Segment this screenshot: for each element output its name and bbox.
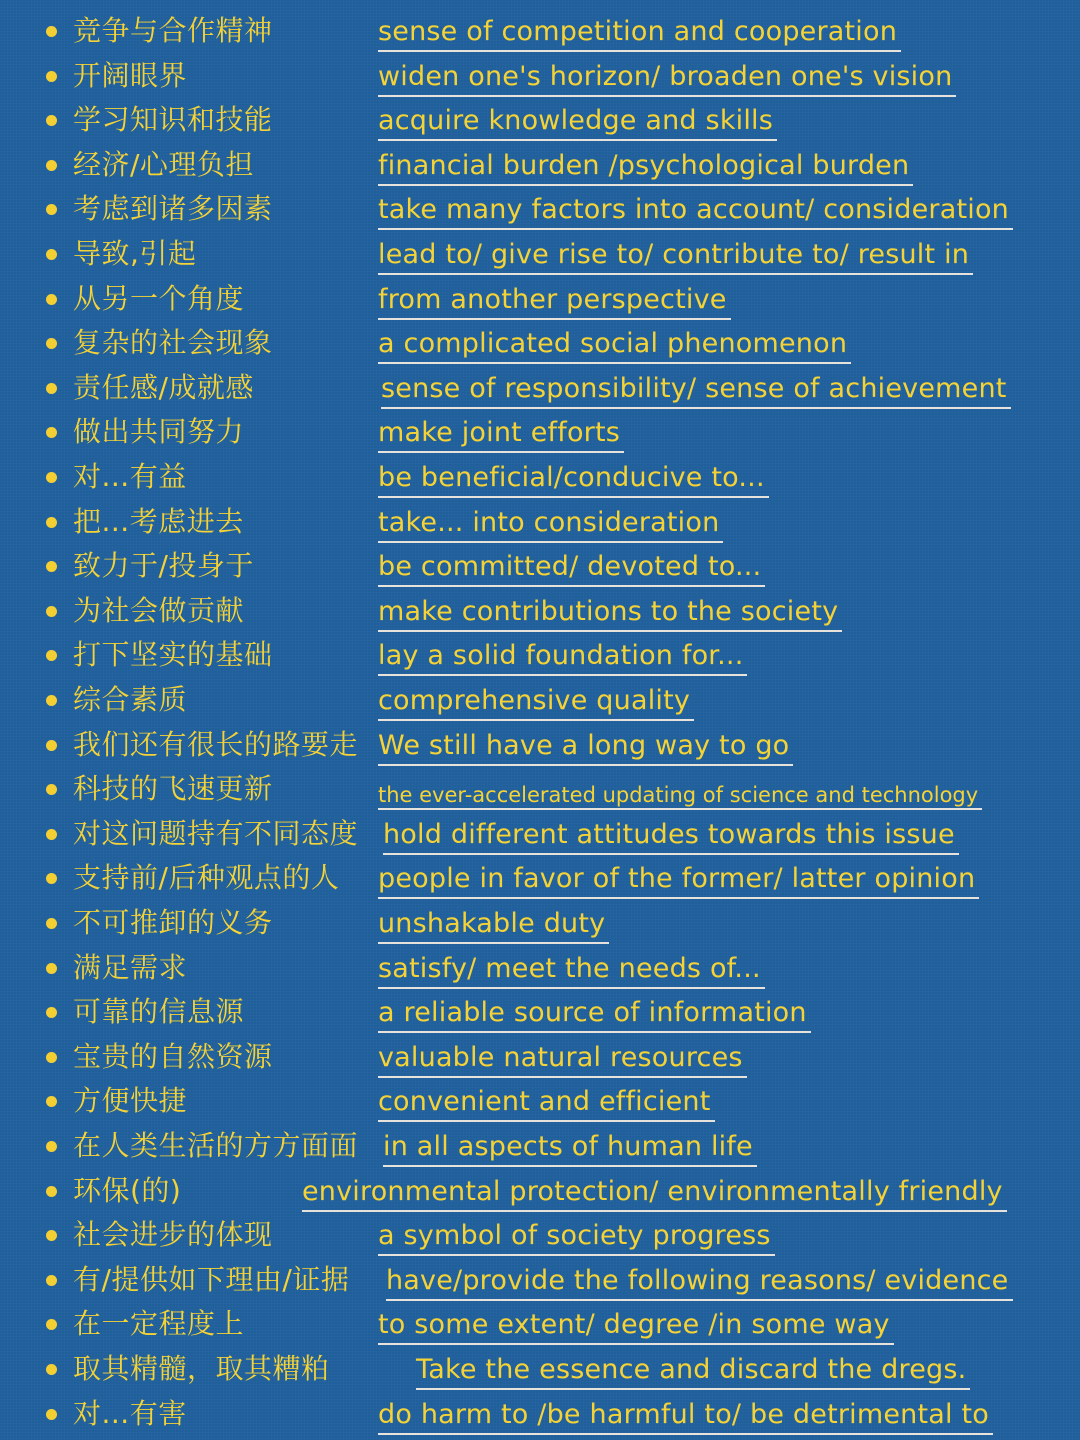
underline — [378, 139, 777, 141]
bullet-icon — [46, 1096, 57, 1107]
chinese-phrase: 导致,引起 — [73, 237, 197, 270]
underline — [378, 1254, 775, 1256]
underline — [378, 987, 765, 989]
underline — [378, 1433, 993, 1435]
underline — [381, 407, 1011, 409]
english-phrase: a reliable source of information — [378, 997, 807, 1029]
chinese-phrase: 做出共同努力 — [73, 415, 245, 449]
english-phrase: financial burden /psychological burden — [378, 149, 910, 181]
underline — [378, 674, 747, 676]
chinese-phrase: 方便快捷 — [73, 1084, 188, 1118]
bullet-icon — [46, 204, 57, 215]
bullet-icon — [46, 829, 57, 840]
english-phrase: comprehensive quality — [378, 685, 691, 716]
bullet-icon — [46, 1230, 57, 1241]
chinese-phrase: 对...有益 — [73, 460, 187, 493]
chinese-phrase: 开阔眼界 — [73, 58, 188, 92]
chinese-phrase: 科技的飞速更新 — [73, 772, 273, 806]
underline — [378, 228, 1013, 230]
list-item — [0, 768, 1080, 813]
bullet-icon — [46, 338, 57, 349]
chinese-phrase: 复杂的社会现象 — [73, 326, 273, 360]
bullet-icon — [46, 427, 57, 438]
chinese-phrase: 不可推卸的义务 — [73, 906, 273, 939]
list-item — [0, 947, 1080, 992]
bullet-icon — [46, 517, 57, 528]
underline — [378, 1120, 715, 1122]
english-phrase: lay a solid foundation for... — [378, 640, 744, 672]
chinese-phrase: 致力于/投身于 — [73, 549, 254, 583]
english-phrase: hold different attitudes towards this issue — [383, 818, 955, 850]
list-item — [0, 1170, 1080, 1215]
underline — [378, 1031, 811, 1033]
underline — [416, 1388, 970, 1390]
bullet-icon — [46, 1319, 57, 1330]
english-phrase: have/provide the following reasons/ evidence — [386, 1264, 1009, 1296]
english-phrase: We still have a long way to go — [378, 729, 790, 761]
underline — [378, 585, 765, 587]
underline — [378, 184, 913, 186]
chinese-phrase: 我们还有很长的路要走 — [73, 727, 359, 761]
english-phrase: take... into consideration — [378, 506, 720, 538]
list-item — [0, 1214, 1080, 1259]
english-phrase: to some extent/ degree /in some way — [378, 1309, 890, 1341]
english-phrase: from another perspective — [378, 283, 727, 315]
bullet-icon — [46, 1186, 57, 1197]
chinese-phrase: 取其精髓，取其糟粕 — [73, 1352, 330, 1385]
underline — [378, 273, 973, 275]
list-item — [0, 367, 1080, 412]
bullet-icon — [46, 561, 57, 572]
bullet-icon — [46, 963, 57, 974]
chinese-phrase: 宝贵的自然资源 — [73, 1039, 273, 1073]
bullet-icon — [46, 606, 57, 617]
list-item — [0, 857, 1080, 902]
list-item — [0, 545, 1080, 590]
chinese-phrase: 竞争与合作精神 — [73, 14, 273, 47]
bullet-icon — [46, 383, 57, 394]
list-item — [0, 144, 1080, 189]
chinese-phrase: 可靠的信息源 — [73, 995, 245, 1029]
english-phrase: the ever-accelerated updating of science and technology — [378, 783, 979, 808]
chinese-phrase: 在一定程度上 — [73, 1307, 245, 1341]
list-item — [0, 1303, 1080, 1348]
list-item — [0, 590, 1080, 635]
underline — [378, 50, 901, 52]
list-item — [0, 1125, 1080, 1170]
bullet-icon — [46, 249, 57, 260]
english-phrase: environmental protection/ environmentally friendly — [302, 1175, 1003, 1207]
list-item — [0, 99, 1080, 144]
list-item — [0, 411, 1080, 456]
underline — [378, 897, 979, 899]
list-item — [0, 991, 1080, 1036]
bullet-icon — [46, 650, 57, 661]
chinese-phrase: 有/提供如下理由/证据 — [73, 1262, 350, 1296]
english-phrase: a symbol of society progress — [378, 1220, 771, 1252]
chinese-phrase: 对这问题持有不同态度 — [73, 816, 359, 850]
chinese-phrase: 综合素质 — [73, 683, 188, 716]
english-phrase: widen one's horizon/ broaden one's vision — [378, 60, 953, 92]
underline — [378, 541, 723, 543]
chinese-phrase: 学习知识和技能 — [73, 103, 273, 137]
list-item — [0, 902, 1080, 947]
list-item — [0, 813, 1080, 858]
english-phrase: be committed/ devoted to... — [378, 551, 762, 583]
underline — [378, 942, 609, 944]
list-item — [0, 1080, 1080, 1125]
list-item — [0, 1036, 1080, 1081]
chinese-phrase: 满足需求 — [73, 950, 188, 984]
list-item — [0, 679, 1080, 724]
underline — [378, 318, 731, 320]
english-phrase: lead to/ give rise to/ contribute to/ result in — [378, 239, 970, 270]
english-phrase: in all aspects of human life — [383, 1131, 753, 1162]
underline — [302, 1210, 1007, 1212]
chinese-phrase: 在人类生活的方方面面 — [73, 1129, 359, 1162]
list-item — [0, 1259, 1080, 1304]
underline — [378, 808, 982, 810]
bullet-icon — [46, 1141, 57, 1152]
chinese-phrase: 支持前/后种观点的人 — [73, 861, 340, 895]
underline — [383, 853, 959, 855]
underline — [378, 764, 793, 766]
chinese-phrase: 社会进步的体现 — [73, 1218, 273, 1252]
bullet-icon — [46, 71, 57, 82]
bullet-icon — [46, 1409, 57, 1420]
english-phrase: be beneficial/conducive to... — [378, 462, 765, 493]
underline — [378, 451, 624, 453]
underline — [386, 1299, 1013, 1301]
list-item — [0, 501, 1080, 546]
bullet-icon — [46, 740, 57, 751]
chinese-phrase: 打下坚实的基础 — [73, 638, 273, 672]
list-item — [0, 233, 1080, 278]
chinese-phrase: 为社会做贡献 — [73, 593, 245, 627]
list-item — [0, 634, 1080, 679]
list-item — [0, 1393, 1080, 1438]
underline — [378, 362, 851, 364]
bullet-icon — [46, 26, 57, 37]
bullet-icon — [46, 918, 57, 929]
bullet-icon — [46, 294, 57, 305]
bullet-icon — [46, 784, 57, 795]
underline — [383, 1165, 757, 1167]
english-phrase: take many factors into account/ consideration — [378, 194, 1009, 226]
english-phrase: convenient and efficient — [378, 1086, 711, 1118]
bullet-icon — [46, 160, 57, 171]
underline — [378, 95, 956, 97]
list-item — [0, 1348, 1080, 1393]
bullet-icon — [46, 1364, 57, 1375]
chinese-phrase: 经济/心理负担 — [73, 147, 254, 181]
bullet-icon — [46, 1007, 57, 1018]
underline — [378, 1076, 747, 1078]
bullet-icon — [46, 1275, 57, 1286]
underline — [378, 1343, 894, 1345]
chinese-phrase: 考虑到诸多因素 — [73, 192, 273, 226]
english-phrase: people in favor of the former/ latter opinion — [378, 863, 976, 895]
chinese-phrase: 把...考虑进去 — [73, 504, 244, 538]
list-item — [0, 456, 1080, 501]
list-item — [0, 188, 1080, 233]
english-phrase: make joint efforts — [378, 417, 621, 449]
list-item — [0, 10, 1080, 55]
english-phrase: unshakable duty — [378, 908, 606, 939]
english-phrase: valuable natural resources — [378, 1041, 743, 1073]
list-item — [0, 278, 1080, 323]
english-phrase: do harm to /be harmful to/ be detrimental to — [378, 1398, 990, 1430]
list-item — [0, 55, 1080, 100]
underline — [378, 630, 842, 632]
english-phrase: satisfy/ meet the needs of... — [378, 952, 761, 984]
english-phrase: a complicated social phenomenon — [378, 328, 848, 360]
english-phrase: make contributions to the society — [378, 595, 839, 627]
chinese-phrase: 从另一个角度 — [73, 281, 245, 315]
english-phrase: sense of responsibility/ sense of achievement — [381, 372, 1007, 404]
bullet-icon — [46, 115, 57, 126]
bullet-icon — [46, 1052, 57, 1063]
chinese-phrase: 责任感/成就感 — [73, 370, 254, 404]
chinese-phrase: 对...有害 — [73, 1396, 187, 1430]
english-phrase: acquire knowledge and skills — [378, 105, 774, 137]
list-item — [0, 724, 1080, 769]
list-item — [0, 322, 1080, 367]
chinese-phrase: 环保(的) — [73, 1173, 182, 1207]
bullet-icon — [46, 873, 57, 884]
bullet-icon — [46, 695, 57, 706]
english-phrase: sense of competition and cooperation — [378, 16, 898, 47]
underline — [378, 496, 769, 498]
bullet-icon — [46, 472, 57, 483]
english-phrase: Take the essence and discard the dregs. — [416, 1354, 967, 1385]
underline — [378, 719, 694, 721]
